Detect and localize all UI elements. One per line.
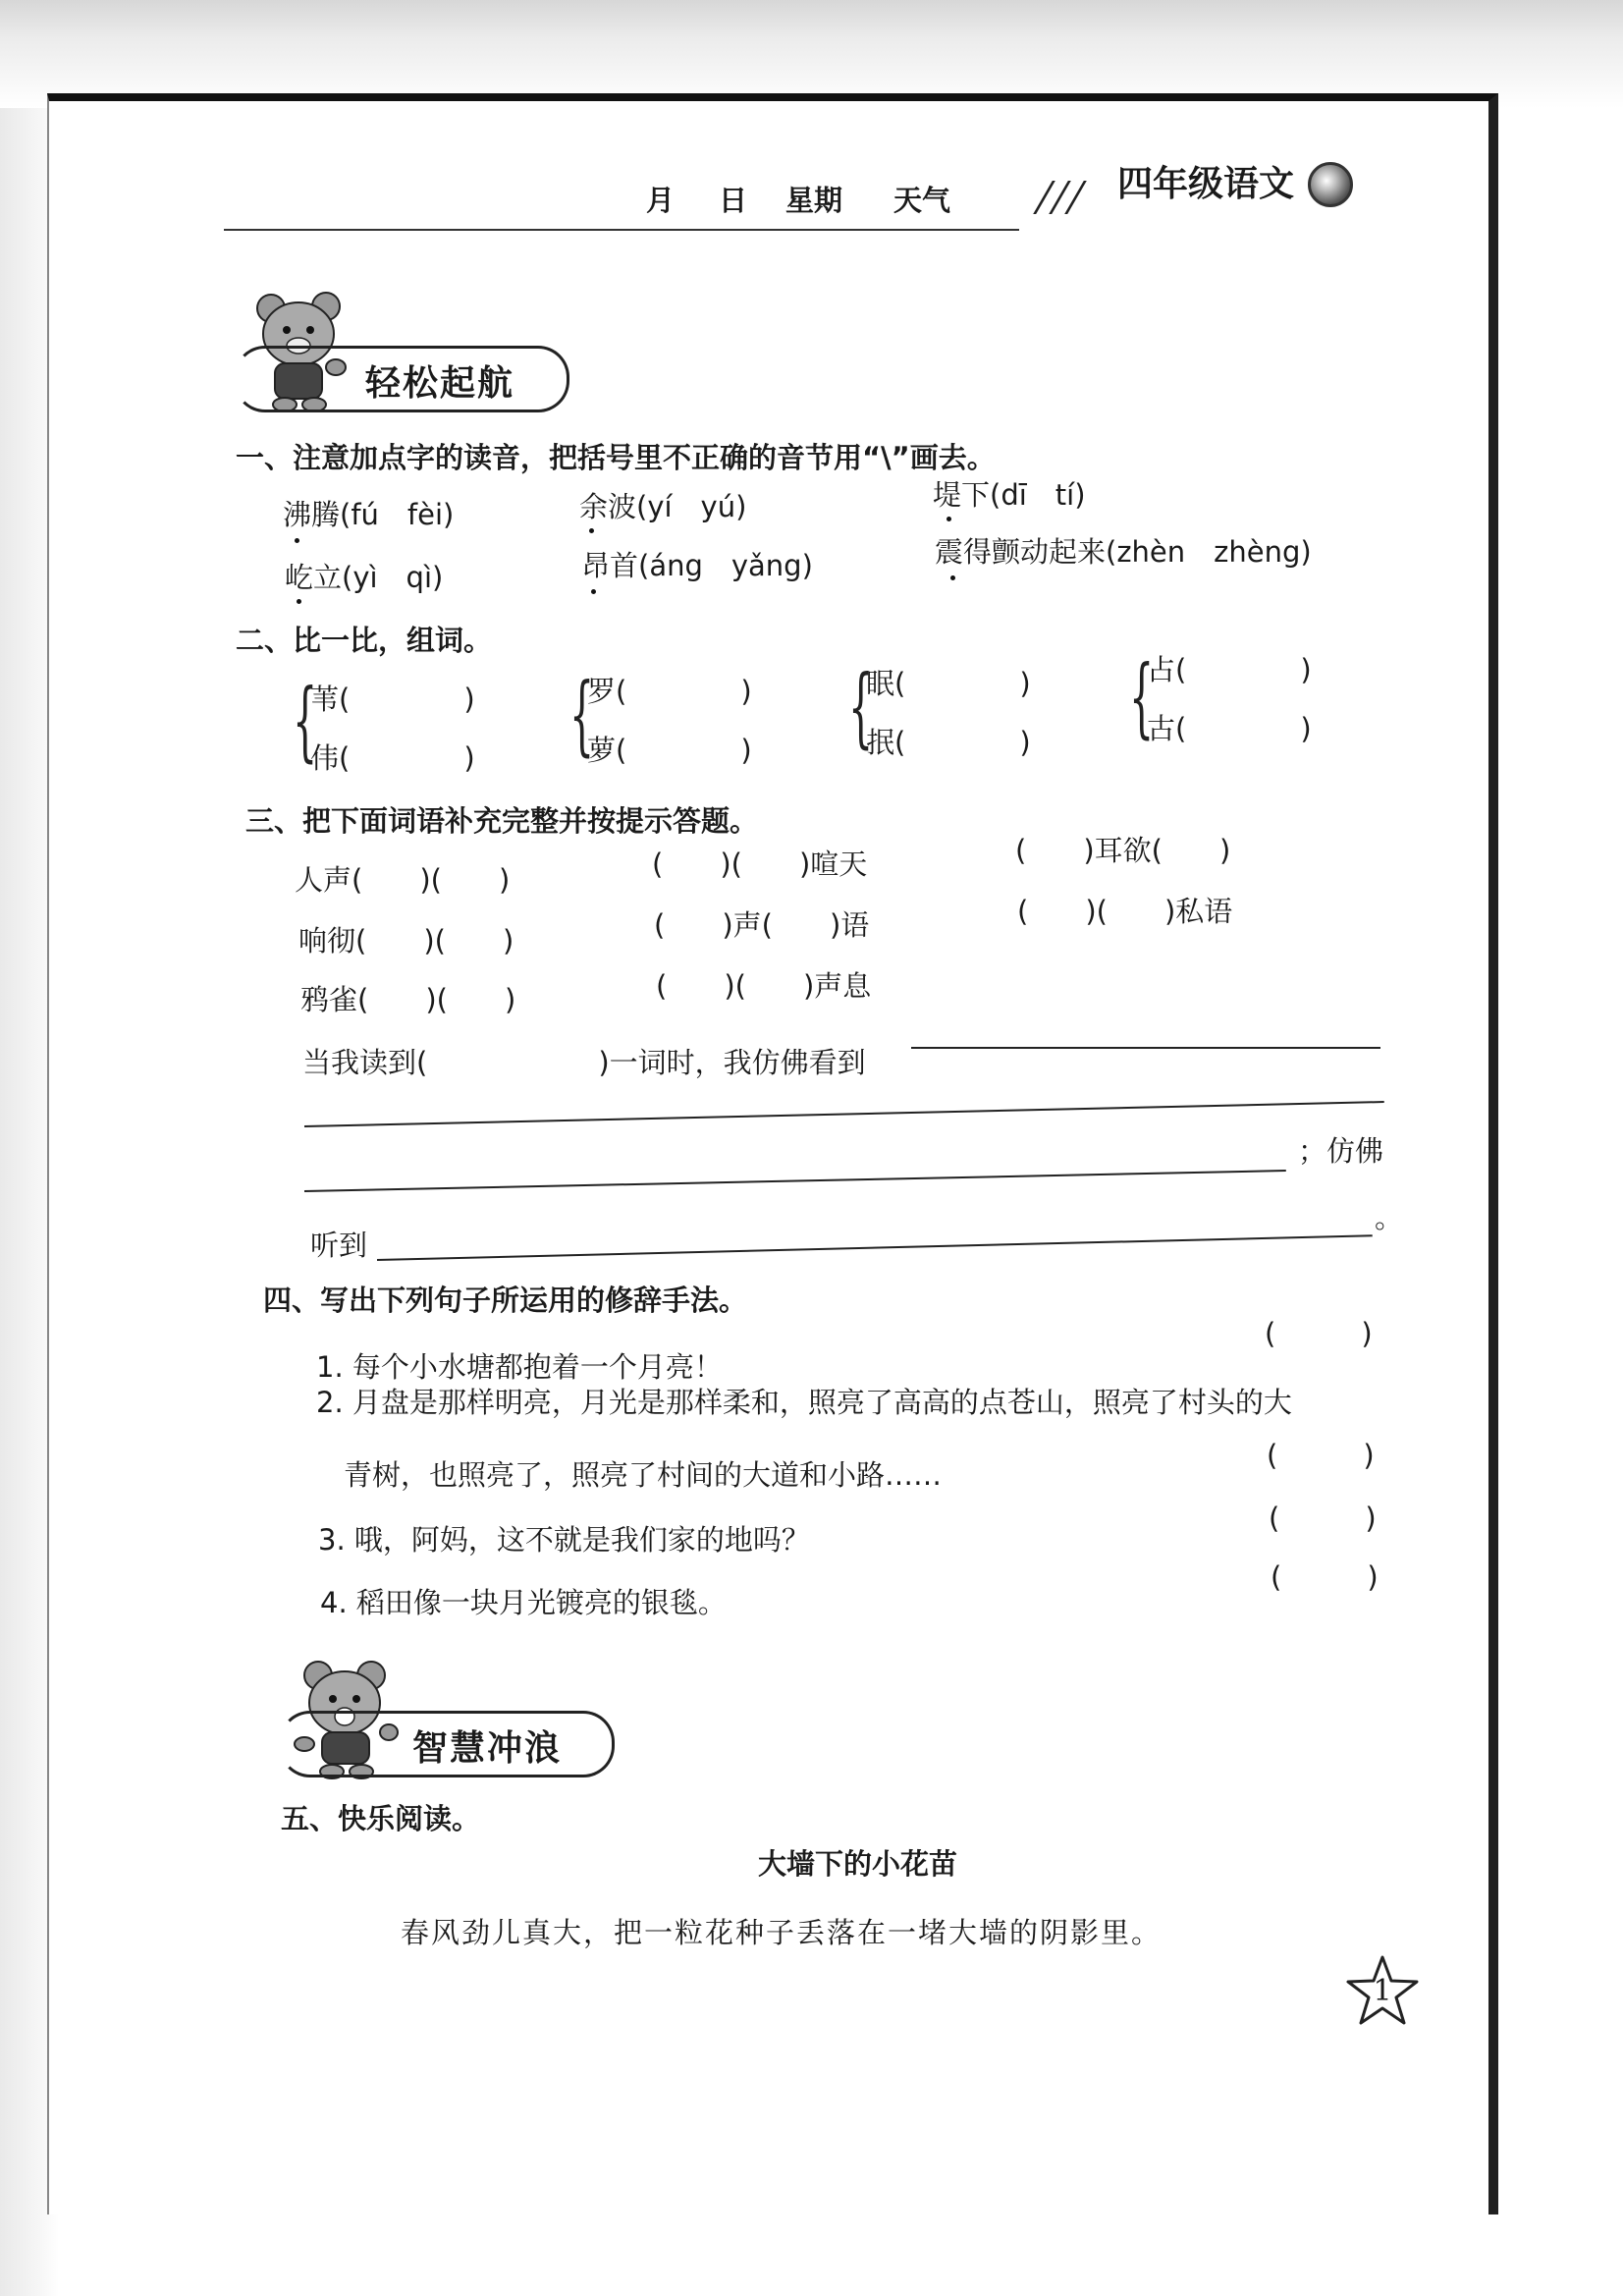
q4-item: 1. 每个小水塘都抱着一个月亮！ xyxy=(316,1350,723,1384)
brace: { xyxy=(569,664,595,765)
question-4-title: 四、写出下列句子所运用的修辞手法。 xyxy=(263,1284,748,1317)
q1-item: 昂首(áng yǎng) xyxy=(581,549,813,582)
emphasis-dot xyxy=(947,517,951,521)
emphasis-dot xyxy=(950,575,955,580)
header-rule xyxy=(224,229,1019,231)
q2-word: 苇( ) xyxy=(310,683,475,716)
passage-title: 大墙下的小花苗 xyxy=(758,1847,958,1881)
q2-word: 伟( ) xyxy=(310,741,475,775)
q3-phrase: 响彻( )( ) xyxy=(298,924,514,957)
q3-phrase: ( )( )喧天 xyxy=(652,847,868,881)
q3-phrase: 人声( )( ) xyxy=(295,863,511,897)
scan-shadow xyxy=(0,0,1623,108)
answer-line[interactable] xyxy=(911,1047,1380,1049)
q3-phrase: ( )耳欲( ) xyxy=(1015,834,1231,867)
brace: { xyxy=(1129,646,1155,747)
section-title-2: 智慧冲浪 xyxy=(412,1728,563,1769)
q2-word: 抿( ) xyxy=(866,726,1031,759)
page-number-badge xyxy=(1345,1954,1420,2029)
q2-word: 萝( ) xyxy=(587,734,752,767)
q1-item: 震得颤动起来(zhèn zhèng) xyxy=(935,535,1312,569)
q4-item: 青树，也照亮了，照亮了村间的大道和小路…… xyxy=(344,1458,943,1492)
question-2-title: 二、比一比，组词。 xyxy=(236,624,493,657)
q4-item: 2. 月盘是那样明亮，月光是那样柔和，照亮了高高的点苍山，照亮了村头的大 xyxy=(316,1386,1292,1419)
q2-word: 眠( ) xyxy=(866,667,1031,700)
q3-phrase: ( )( )私语 xyxy=(1017,895,1233,928)
question-5-title: 五、快乐阅读。 xyxy=(281,1802,481,1835)
globe-icon xyxy=(1308,162,1353,207)
q4-answer[interactable]: ( ) xyxy=(1269,1502,1377,1535)
q3-phrase: ( )声( )语 xyxy=(654,908,870,942)
emphasis-dot xyxy=(589,528,594,533)
page-number: 1 xyxy=(1373,1974,1392,2008)
q4-answer[interactable]: ( ) xyxy=(1271,1560,1379,1594)
header-day: 日 xyxy=(719,184,748,217)
q2-word: 占( ) xyxy=(1147,653,1312,686)
question-1-title: 一、注意加点字的读音，把括号里不正确的音节用“\”画去。 xyxy=(236,441,996,474)
header-weather: 天气 xyxy=(893,184,951,217)
header-weekday: 星期 xyxy=(785,184,843,217)
header-subject: 四年级语文 xyxy=(1117,164,1295,204)
q4-answer[interactable]: ( ) xyxy=(1267,1439,1375,1472)
brace: { xyxy=(848,656,874,757)
q1-item: 堤下(dī tí) xyxy=(933,478,1086,512)
q3-phrase: 鸦雀( )( ) xyxy=(300,983,516,1016)
passage-line: 春风劲儿真大，把一粒花种子丢落在一堵大墙的阴影里。 xyxy=(401,1916,1163,1949)
emphasis-dot xyxy=(295,538,299,543)
brace: { xyxy=(293,670,318,771)
emphasis-dot xyxy=(591,589,596,594)
emphasis-dot xyxy=(297,599,301,604)
q3-period: 。 xyxy=(1375,1201,1404,1234)
q1-item: 沸腾(fú fèi) xyxy=(283,498,455,531)
q4-item: 4. 稻田像一块月光镀亮的银毯。 xyxy=(320,1586,727,1619)
q3-sentence: 当我读到( )一词时，我仿佛看到 xyxy=(302,1046,866,1079)
section-title-1: 轻松起航 xyxy=(365,363,515,404)
header-month: 月 xyxy=(646,184,676,217)
q2-word: 罗( ) xyxy=(587,675,752,708)
q2-word: 古( ) xyxy=(1147,712,1312,745)
q3-tingdao: 听到 xyxy=(310,1229,368,1262)
q1-item: 屹立(yì qì) xyxy=(285,561,444,594)
q4-item: 3. 哦，阿妈，这不就是我们家的地吗？ xyxy=(318,1523,810,1557)
question-3-title: 三、把下面词语补充完整并按提示答题。 xyxy=(245,804,759,838)
q4-answer[interactable]: ( ) xyxy=(1265,1317,1373,1350)
q1-item: 余波(yí yú) xyxy=(579,490,747,523)
q3-phrase: ( )( )声息 xyxy=(656,969,872,1003)
q3-fangfo: ；仿佛 xyxy=(1298,1134,1384,1168)
